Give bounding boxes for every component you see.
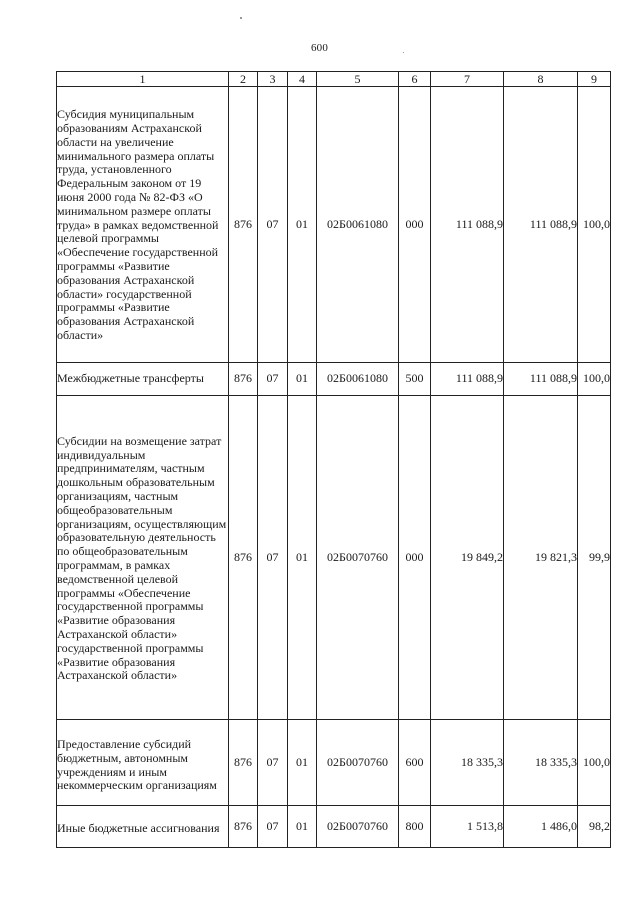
expense-type-cell: 000 xyxy=(399,87,431,363)
planned-amount-cell: 111 088,9 xyxy=(431,363,504,396)
row-name-cell: Субсидии на возмещение затрат индивидуальным предпринимателям, частным дошкольным образовательным организациям, частным общеобразовательным организациям, осуществляющим образовательную деятельность по общеобразовательным программам, в рамках ведомственной целевой программы «Обеспечение государственной программы «Развитие образования Астраханской области» государственной программы «Развитие образования Астраханской области» xyxy=(57,396,229,720)
executed-amount-cell: 18 335,3 xyxy=(504,720,578,806)
execution-percent-cell: 100,0 xyxy=(578,363,611,396)
header-row xyxy=(57,72,611,87)
expense-type-cell: 000 xyxy=(399,396,431,720)
ministry-code-cell: 876 xyxy=(229,363,258,396)
column-header: 5 xyxy=(317,72,399,87)
table-row xyxy=(57,806,611,848)
executed-amount-cell: 111 088,9 xyxy=(504,87,578,363)
section-code-cell: 07 xyxy=(258,87,288,363)
page-number: 600 xyxy=(310,42,329,54)
target-article-cell: 02Б0061080 xyxy=(317,87,399,363)
executed-amount-cell: 19 821,3 xyxy=(504,396,578,720)
ministry-code-cell: 876 xyxy=(229,87,258,363)
ministry-code-cell: 876 xyxy=(229,806,258,848)
column-header: 4 xyxy=(288,72,317,87)
expense-type-cell: 500 xyxy=(399,363,431,396)
column-header: 2 xyxy=(229,72,258,87)
target-article-cell: 02Б0070760 xyxy=(317,806,399,848)
planned-amount-cell: 19 849,2 xyxy=(431,396,504,720)
section-code-cell: 07 xyxy=(258,720,288,806)
column-header: 7 xyxy=(431,72,504,87)
row-name-cell: Предоставление субсидий бюджетным, автономным учреждениям и иным некоммерческим организациям xyxy=(57,720,229,806)
target-article-cell: 02Б0061080 xyxy=(317,363,399,396)
section-code-cell: 07 xyxy=(258,363,288,396)
table-row xyxy=(57,363,611,396)
expense-type-cell: 600 xyxy=(399,720,431,806)
column-header: 6 xyxy=(399,72,431,87)
row-name-cell: Иные бюджетные ассигнования xyxy=(57,806,229,848)
ministry-code-cell: 876 xyxy=(229,396,258,720)
execution-percent-cell: 99,9 xyxy=(578,396,611,720)
column-header: 3 xyxy=(258,72,288,87)
subsection-code-cell: 01 xyxy=(288,396,317,720)
subsection-code-cell: 01 xyxy=(288,87,317,363)
subsection-code-cell: 01 xyxy=(288,720,317,806)
row-name-cell: Субсидия муниципальным образованиям Астраханской области на увеличение минимального размера оплаты труда, установленного Федеральным законом от 19 июня 2000 года № 82-ФЗ «О минимальном размере оплаты труда» в рамках ведомственной целевой программы «Обеспечение государственной программы «Развитие образования Астраханской области» государственной программы «Развитие образования Астраханской области» xyxy=(57,87,229,363)
planned-amount-cell: 1 513,8 xyxy=(431,806,504,848)
expense-type-cell: 800 xyxy=(399,806,431,848)
column-header: 1 xyxy=(57,72,229,87)
subsection-code-cell: 01 xyxy=(288,806,317,848)
table-row xyxy=(57,720,611,806)
section-code-cell: 07 xyxy=(258,806,288,848)
execution-percent-cell: 98,2 xyxy=(578,806,611,848)
subsection-code-cell: 01 xyxy=(288,363,317,396)
executed-amount-cell: 111 088,9 xyxy=(504,363,578,396)
budget-table xyxy=(56,71,611,848)
target-article-cell: 02Б0070760 xyxy=(317,720,399,806)
column-header: 9 xyxy=(578,72,611,87)
planned-amount-cell: 18 335,3 xyxy=(431,720,504,806)
row-name-cell: Межбюджетные трансферты xyxy=(57,363,229,396)
target-article-cell: 02Б0070760 xyxy=(317,396,399,720)
table-row xyxy=(57,87,611,363)
executed-amount-cell: 1 486,0 xyxy=(504,806,578,848)
execution-percent-cell: 100,0 xyxy=(578,87,611,363)
table-row xyxy=(57,396,611,720)
execution-percent-cell: 100,0 xyxy=(578,720,611,806)
column-header: 8 xyxy=(504,72,578,87)
scan-speck xyxy=(240,17,242,19)
ministry-code-cell: 876 xyxy=(229,720,258,806)
section-code-cell: 07 xyxy=(258,396,288,720)
planned-amount-cell: 111 088,9 xyxy=(431,87,504,363)
